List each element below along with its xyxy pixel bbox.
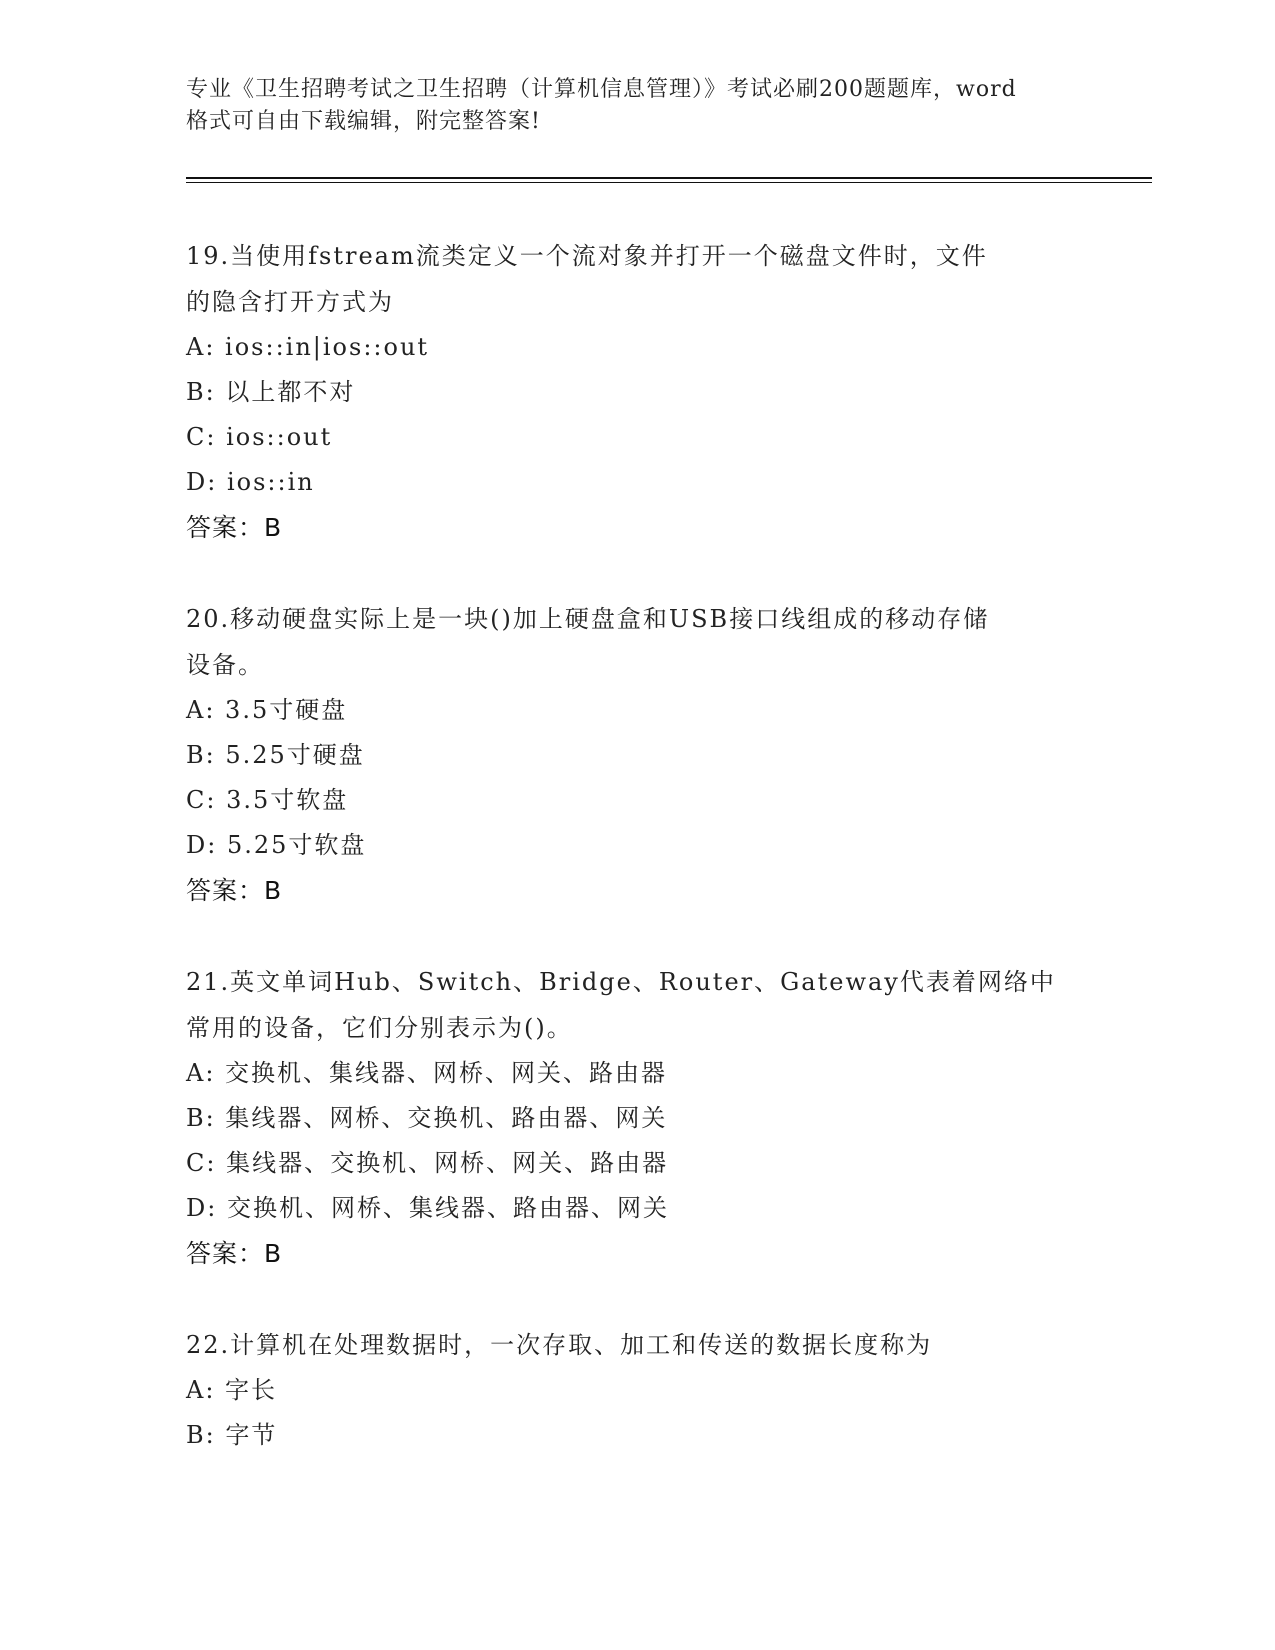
- question-20: [186, 596, 1086, 913]
- question-stem: 20.移动硬盘实际上是一块()加上硬盘盒和USB接口线组成的移动存储: [186, 605, 990, 633]
- option-a: A: 交换机、集线器、网桥、网关、路由器: [186, 1059, 668, 1087]
- question-stem: 22.计算机在处理数据时，一次存取、加工和传送的数据长度称为: [186, 1331, 933, 1359]
- question-list: [186, 233, 1086, 1504]
- option-d: D: 5.25寸软盘: [186, 831, 367, 859]
- option-c: C: 集线器、交换机、网桥、网关、路由器: [186, 1149, 669, 1177]
- option-a: A: 字长: [186, 1376, 278, 1404]
- option-c: C: 3.5寸软盘: [186, 786, 349, 814]
- option-b: B: 以上都不对: [186, 378, 356, 406]
- option-a: A: ios::in|ios::out: [186, 333, 430, 361]
- question-stem: 19.当使用fstream流类定义一个流对象并打开一个磁盘文件时，文件: [186, 242, 988, 270]
- option-d: D: 交换机、网桥、集线器、路由器、网关: [186, 1194, 669, 1222]
- header-rule-thick: [186, 177, 1152, 179]
- answer: 答案：B: [186, 876, 283, 905]
- answer: 答案：B: [186, 1239, 283, 1268]
- option-c: C: ios::out: [186, 423, 333, 451]
- header-line-1: 专业《卫生招聘考试之卫生招聘（计算机信息管理）》考试必刷200题题库，word: [186, 77, 1017, 102]
- option-b: B: 字节: [186, 1421, 278, 1449]
- question-stem: 设备。: [186, 651, 264, 679]
- header-line-2: 格式可自由下载编辑，附完整答案!: [186, 109, 541, 134]
- option-b: B: 集线器、网桥、交换机、路由器、网关: [186, 1104, 668, 1132]
- option-a: A: 3.5寸硬盘: [186, 696, 348, 724]
- question-19: [186, 233, 1086, 550]
- document-header: [186, 74, 1086, 138]
- question-22: [186, 1322, 1086, 1458]
- option-b: B: 5.25寸硬盘: [186, 741, 365, 769]
- question-stem: 21.英文单词Hub、Switch、Bridge、Router、Gateway代表着网络中: [186, 968, 1056, 996]
- header-rule-thin: [186, 182, 1152, 183]
- question-stem: 的隐含打开方式为: [186, 288, 394, 316]
- answer: 答案：B: [186, 513, 283, 542]
- question-stem: 常用的设备，它们分别表示为()。: [186, 1014, 573, 1042]
- question-21: [186, 959, 1086, 1276]
- option-d: D: ios::in: [186, 468, 315, 496]
